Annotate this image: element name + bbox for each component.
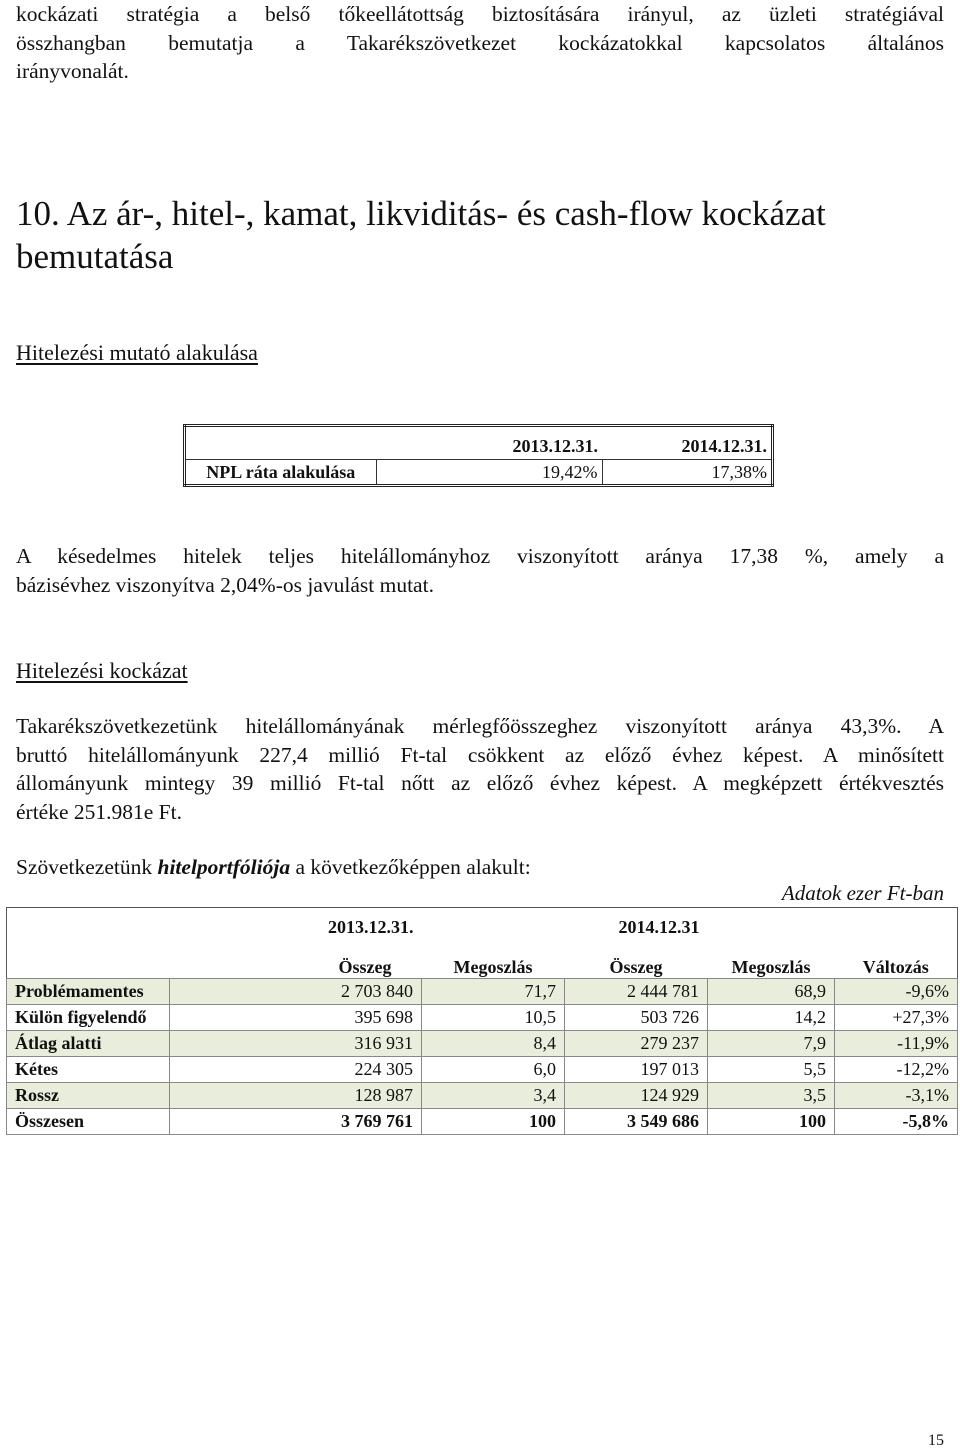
table-row <box>7 979 958 1005</box>
risk-paragraph <box>16 712 944 826</box>
npl-header-row <box>185 426 773 460</box>
risk-line: bruttó hitelállományunk 227,4 millió Ft-tal csökkent az előző évhez képest. A minősített <box>16 742 944 767</box>
row-label: Átlag alatti <box>7 1031 170 1057</box>
intro-paragraph <box>16 0 944 86</box>
subheading-npl: Hitelezési mutató alakulása <box>16 340 258 365</box>
table-cell: 100 <box>708 1109 835 1135</box>
row-label: Problémamentes <box>7 979 170 1005</box>
units-note: Adatok ezer Ft-ban <box>781 881 944 905</box>
table-cell: 100 <box>422 1109 565 1135</box>
year-header-spacer <box>708 908 835 939</box>
row-label: Külön figyelendő <box>7 1005 170 1031</box>
table-cell: 8,4 <box>422 1031 565 1057</box>
column-header: Változás <box>862 957 929 977</box>
portfolio-intro-before: Szövetkezetünk <box>16 855 158 879</box>
row-label: Összesen <box>7 1109 170 1135</box>
table-cell: 3 769 761 <box>170 1109 422 1135</box>
npl-line: A késedelmes hitelek teljes hitelállományhoz viszonyított aránya 17,38 %, amely a <box>16 544 944 568</box>
row-label: Rossz <box>7 1083 170 1109</box>
table-row <box>7 1057 958 1083</box>
table-cell: 71,7 <box>422 979 565 1005</box>
table-cell: 124 929 <box>565 1083 708 1109</box>
section-heading: 10. Az ár-, hitel-, kamat, likviditás- és cash-flow kockázat bemutatása <box>16 194 826 276</box>
year-header-empty <box>7 908 170 939</box>
risk-line: állományunk mintegy 39 millió Ft-tal nőtt az előző évhez képest. A megképzett értékvesztés <box>16 771 944 795</box>
npl-header-2014: 2014.12.31. <box>681 435 767 456</box>
portfolio-year-header-row <box>7 908 958 939</box>
year-header-spacer <box>835 908 958 939</box>
table-row <box>7 1109 958 1135</box>
portfolio-intro <box>16 853 944 882</box>
page-number: 15 <box>928 1432 944 1449</box>
table-cell: 5,5 <box>708 1057 835 1083</box>
table-cell: -9,6% <box>835 979 958 1005</box>
table-row <box>7 1083 958 1109</box>
table-cell: 224 305 <box>170 1057 422 1083</box>
table-cell: 279 237 <box>565 1031 708 1057</box>
table-cell: 395 698 <box>170 1005 422 1031</box>
table-cell: -12,2% <box>835 1057 958 1083</box>
npl-value-2013: 19,42% <box>376 460 602 486</box>
column-header-empty <box>7 938 170 979</box>
portfolio-intro-emphasis: hitelportfóliója <box>157 855 291 879</box>
table-cell: 6,0 <box>422 1057 565 1083</box>
risk-line: értéke 251.981e Ft. <box>16 799 182 824</box>
intro-line: kockázati stratégia a belső tőkeellátottság biztosítására irányul, az üzleti stratégiával <box>16 2 944 26</box>
column-header: Összeg <box>338 957 392 977</box>
npl-row <box>185 460 773 486</box>
table-cell: 316 931 <box>170 1031 422 1057</box>
portfolio-intro-after: a következőképpen alakult: <box>290 855 531 879</box>
table-cell: 10,5 <box>422 1005 565 1031</box>
portfolio-table <box>6 907 958 1135</box>
table-cell: 7,9 <box>708 1031 835 1057</box>
year-header-spacer <box>422 908 565 939</box>
portfolio-body <box>7 979 958 1135</box>
intro-line: irányvonalát. <box>16 59 129 83</box>
npl-table <box>183 424 774 487</box>
table-cell: 14,2 <box>708 1005 835 1031</box>
npl-row-label: NPL ráta alakulása <box>185 460 377 486</box>
year-header-2014: 2014.12.31 <box>618 917 700 937</box>
table-cell: -3,1% <box>835 1083 958 1109</box>
column-header: Összeg <box>609 957 663 977</box>
table-cell: 3,5 <box>708 1083 835 1109</box>
risk-line: Takarékszövetkezetünk hitelállományának mérlegfőösszeghez viszonyított aránya 43,3%. A <box>16 714 944 738</box>
table-cell: -5,8% <box>835 1109 958 1135</box>
year-header-2013: 2013.12.31. <box>328 917 414 937</box>
npl-header-2013: 2013.12.31. <box>512 435 598 456</box>
table-cell: 503 726 <box>565 1005 708 1031</box>
table-cell: 3 549 686 <box>565 1109 708 1135</box>
portfolio-column-header-row <box>7 938 958 979</box>
table-cell: 2 703 840 <box>170 979 422 1005</box>
table-cell: 68,9 <box>708 979 835 1005</box>
table-cell: 3,4 <box>422 1083 565 1109</box>
table-cell: -11,9% <box>835 1031 958 1057</box>
column-header: Megoszlás <box>731 957 811 977</box>
table-row <box>7 1005 958 1031</box>
npl-line: bázisévhez viszonyítva 2,04%-os javulást mutat. <box>16 572 434 597</box>
npl-paragraph <box>16 542 944 599</box>
table-cell: 128 987 <box>170 1083 422 1109</box>
row-label: Kétes <box>7 1057 170 1083</box>
table-row <box>7 1031 958 1057</box>
intro-line: összhangban bemutatja a Takarékszövetkezet kockázatokkal kapcsolatos általános <box>16 30 944 55</box>
column-header: Megoszlás <box>453 957 533 977</box>
npl-header-empty <box>185 426 377 460</box>
table-cell: +27,3% <box>835 1005 958 1031</box>
npl-value-2014: 17,38% <box>602 460 773 486</box>
table-cell: 2 444 781 <box>565 979 708 1005</box>
table-cell: 197 013 <box>565 1057 708 1083</box>
subheading-credit-risk: Hitelezési kockázat <box>16 658 188 683</box>
